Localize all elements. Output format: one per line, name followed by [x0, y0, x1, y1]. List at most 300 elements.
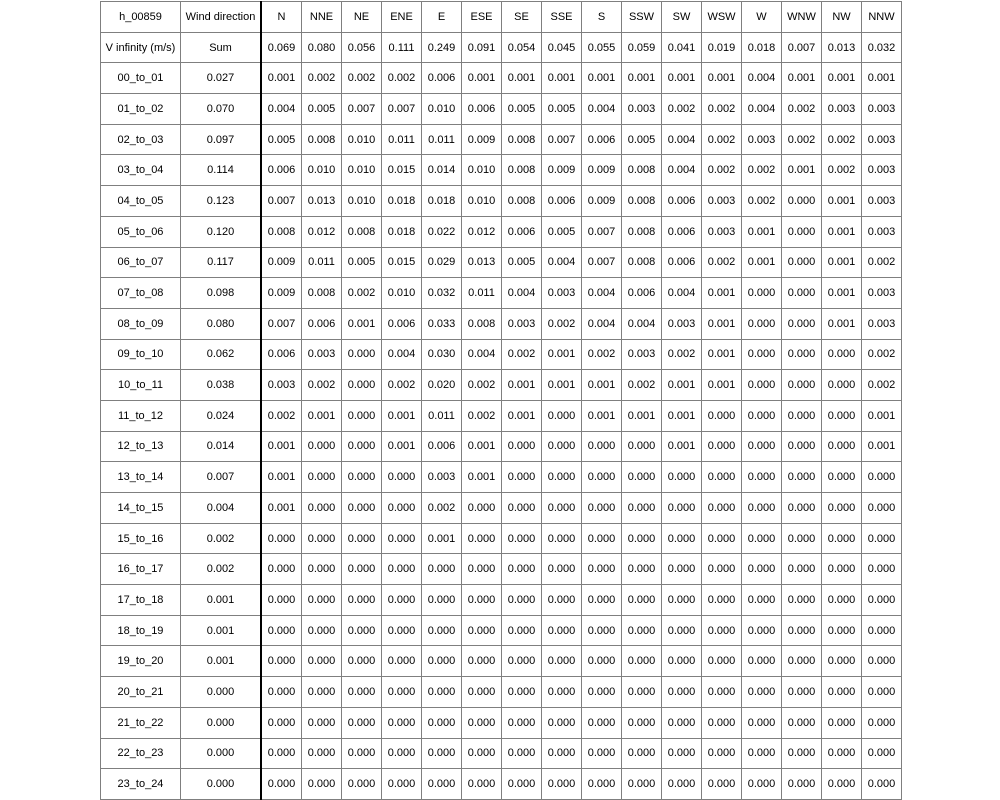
frequency-cell-n: 0.001	[261, 63, 302, 94]
frequency-cell-ese: 0.006	[462, 94, 502, 125]
frequency-cell-s: 0.001	[582, 370, 622, 401]
frequency-cell-sse: 0.000	[542, 523, 582, 554]
frequency-cell-ese: 0.001	[462, 431, 502, 462]
frequency-cell-wnw: 0.001	[782, 63, 822, 94]
frequency-cell-nw: 0.000	[822, 677, 862, 708]
frequency-cell-w: 0.000	[742, 493, 782, 524]
frequency-cell-s: 0.007	[582, 216, 622, 247]
frequency-cell-se: 0.000	[502, 493, 542, 524]
frequency-cell-ssw: 0.000	[622, 615, 662, 646]
frequency-cell-nne: 0.011	[302, 247, 342, 278]
frequency-cell-nnw: 0.001	[862, 400, 902, 431]
direction-total-sse: 0.045	[542, 32, 582, 63]
frequency-cell-ese: 0.000	[462, 677, 502, 708]
table-row	[101, 677, 902, 708]
frequency-cell-ssw: 0.002	[622, 370, 662, 401]
frequency-cell-wsw: 0.001	[702, 278, 742, 309]
frequency-cell-ese: 0.001	[462, 462, 502, 493]
frequency-cell-ene: 0.004	[382, 339, 422, 370]
frequency-cell-wnw: 0.002	[782, 124, 822, 155]
frequency-cell-ese: 0.002	[462, 400, 502, 431]
frequency-cell-se: 0.000	[502, 554, 542, 585]
frequency-cell-ne: 0.000	[342, 462, 382, 493]
frequency-cell-sse: 0.000	[542, 646, 582, 677]
frequency-cell-nw: 0.000	[822, 615, 862, 646]
frequency-cell-nw: 0.000	[822, 585, 862, 616]
frequency-cell-ssw: 0.008	[622, 247, 662, 278]
frequency-cell-ssw: 0.000	[622, 646, 662, 677]
frequency-cell-se: 0.001	[502, 63, 542, 94]
frequency-cell-ese: 0.000	[462, 585, 502, 616]
frequency-cell-se: 0.008	[502, 124, 542, 155]
frequency-cell-se: 0.000	[502, 462, 542, 493]
frequency-cell-nnw: 0.000	[862, 523, 902, 554]
row-sum-cell: 0.114	[181, 155, 262, 186]
frequency-cell-ssw: 0.008	[622, 155, 662, 186]
frequency-cell-wsw: 0.003	[702, 186, 742, 217]
frequency-cell-e: 0.000	[422, 554, 462, 585]
frequency-cell-wsw: 0.000	[702, 738, 742, 769]
row-sum-cell: 0.024	[181, 400, 262, 431]
frequency-cell-n: 0.007	[261, 308, 302, 339]
frequency-cell-ssw: 0.000	[622, 769, 662, 800]
frequency-cell-nw: 0.000	[822, 769, 862, 800]
frequency-cell-e: 0.000	[422, 769, 462, 800]
direction-total-n: 0.069	[261, 32, 302, 63]
frequency-cell-nw: 0.000	[822, 370, 862, 401]
frequency-cell-nw: 0.000	[822, 738, 862, 769]
frequency-cell-ene: 0.000	[382, 707, 422, 738]
frequency-cell-wnw: 0.000	[782, 278, 822, 309]
direction-label-se: SE	[502, 2, 542, 33]
frequency-cell-nnw: 0.000	[862, 615, 902, 646]
frequency-cell-wnw: 0.002	[782, 94, 822, 125]
frequency-cell-nne: 0.008	[302, 278, 342, 309]
direction-header-cell: Wind direction	[181, 2, 262, 33]
frequency-cell-sse: 0.001	[542, 370, 582, 401]
frequency-cell-nne: 0.010	[302, 155, 342, 186]
row-sum-cell: 0.000	[181, 707, 262, 738]
frequency-cell-sse: 0.000	[542, 554, 582, 585]
frequency-cell-sse: 0.000	[542, 677, 582, 708]
row-sum-cell: 0.007	[181, 462, 262, 493]
frequency-cell-s: 0.006	[582, 124, 622, 155]
frequency-cell-ene: 0.000	[382, 493, 422, 524]
frequency-cell-ene: 0.000	[382, 585, 422, 616]
frequency-cell-e: 0.000	[422, 677, 462, 708]
frequency-cell-sse: 0.000	[542, 431, 582, 462]
table-row	[101, 308, 902, 339]
frequency-cell-sw: 0.002	[662, 339, 702, 370]
frequency-cell-nw: 0.000	[822, 523, 862, 554]
frequency-cell-wnw: 0.001	[782, 155, 822, 186]
speed-bin-cell: 00_to_01	[101, 63, 181, 94]
frequency-cell-w: 0.000	[742, 400, 782, 431]
frequency-cell-ne: 0.000	[342, 493, 382, 524]
frequency-cell-wsw: 0.000	[702, 400, 742, 431]
frequency-cell-n: 0.007	[261, 186, 302, 217]
row-sum-cell: 0.002	[181, 554, 262, 585]
frequency-cell-wnw: 0.000	[782, 493, 822, 524]
frequency-cell-nnw: 0.003	[862, 124, 902, 155]
frequency-cell-w: 0.000	[742, 370, 782, 401]
frequency-cell-sse: 0.000	[542, 493, 582, 524]
frequency-cell-e: 0.006	[422, 63, 462, 94]
frequency-cell-nw: 0.001	[822, 308, 862, 339]
frequency-cell-ese: 0.010	[462, 155, 502, 186]
table-row	[101, 585, 902, 616]
frequency-cell-ssw: 0.006	[622, 278, 662, 309]
frequency-cell-ese: 0.000	[462, 646, 502, 677]
frequency-cell-wnw: 0.000	[782, 400, 822, 431]
frequency-cell-ne: 0.000	[342, 554, 382, 585]
speed-bin-cell: 07_to_08	[101, 278, 181, 309]
frequency-cell-ese: 0.000	[462, 769, 502, 800]
frequency-cell-sse: 0.000	[542, 400, 582, 431]
frequency-cell-w: 0.003	[742, 124, 782, 155]
frequency-cell-nne: 0.000	[302, 615, 342, 646]
row-sum-cell: 0.070	[181, 94, 262, 125]
frequency-cell-n: 0.004	[261, 94, 302, 125]
frequency-cell-nne: 0.012	[302, 216, 342, 247]
direction-total-sw: 0.041	[662, 32, 702, 63]
row-sum-cell: 0.038	[181, 370, 262, 401]
frequency-cell-se: 0.006	[502, 216, 542, 247]
frequency-cell-sw: 0.000	[662, 646, 702, 677]
table-row	[101, 431, 902, 462]
frequency-cell-nw: 0.000	[822, 431, 862, 462]
frequency-cell-wnw: 0.000	[782, 431, 822, 462]
frequency-cell-nne: 0.000	[302, 585, 342, 616]
frequency-cell-w: 0.000	[742, 308, 782, 339]
frequency-cell-wnw: 0.000	[782, 738, 822, 769]
row-sum-cell: 0.001	[181, 615, 262, 646]
frequency-cell-wsw: 0.001	[702, 370, 742, 401]
direction-label-wsw: WSW	[702, 2, 742, 33]
frequency-cell-w: 0.000	[742, 462, 782, 493]
direction-total-ene: 0.111	[382, 32, 422, 63]
frequency-cell-n: 0.000	[261, 585, 302, 616]
direction-total-w: 0.018	[742, 32, 782, 63]
speed-bin-cell: 18_to_19	[101, 615, 181, 646]
frequency-cell-se: 0.000	[502, 523, 542, 554]
frequency-cell-sse: 0.002	[542, 308, 582, 339]
frequency-cell-ese: 0.000	[462, 707, 502, 738]
speed-bin-cell: 09_to_10	[101, 339, 181, 370]
frequency-cell-ssw: 0.000	[622, 554, 662, 585]
frequency-cell-wsw: 0.000	[702, 707, 742, 738]
speed-bin-cell: 17_to_18	[101, 585, 181, 616]
direction-total-wsw: 0.019	[702, 32, 742, 63]
frequency-cell-e: 0.002	[422, 493, 462, 524]
direction-total-e: 0.249	[422, 32, 462, 63]
row-sum-cell: 0.000	[181, 677, 262, 708]
frequency-cell-ssw: 0.000	[622, 707, 662, 738]
frequency-cell-sw: 0.000	[662, 462, 702, 493]
frequency-cell-ene: 0.015	[382, 247, 422, 278]
frequency-cell-sw: 0.001	[662, 63, 702, 94]
frequency-cell-e: 0.018	[422, 186, 462, 217]
direction-label-wnw: WNW	[782, 2, 822, 33]
table-row	[101, 554, 902, 585]
frequency-cell-ne: 0.002	[342, 278, 382, 309]
frequency-cell-nnw: 0.003	[862, 94, 902, 125]
speed-bin-cell: 22_to_23	[101, 738, 181, 769]
table-row	[101, 707, 902, 738]
frequency-cell-w: 0.000	[742, 339, 782, 370]
direction-total-s: 0.055	[582, 32, 622, 63]
frequency-cell-nne: 0.001	[302, 400, 342, 431]
frequency-cell-w: 0.000	[742, 523, 782, 554]
frequency-cell-ene: 0.010	[382, 278, 422, 309]
frequency-cell-ne: 0.001	[342, 308, 382, 339]
row-sum-cell: 0.001	[181, 646, 262, 677]
frequency-cell-n: 0.000	[261, 677, 302, 708]
frequency-cell-ene: 0.011	[382, 124, 422, 155]
frequency-cell-e: 0.000	[422, 707, 462, 738]
frequency-cell-ene: 0.007	[382, 94, 422, 125]
frequency-cell-ssw: 0.000	[622, 462, 662, 493]
speed-bin-cell: 10_to_11	[101, 370, 181, 401]
frequency-cell-ese: 0.008	[462, 308, 502, 339]
frequency-cell-s: 0.000	[582, 738, 622, 769]
row-sum-cell: 0.014	[181, 431, 262, 462]
speed-bin-cell: 14_to_15	[101, 493, 181, 524]
frequency-cell-w: 0.000	[742, 769, 782, 800]
frequency-cell-ene: 0.000	[382, 738, 422, 769]
frequency-cell-s: 0.000	[582, 554, 622, 585]
frequency-cell-nne: 0.000	[302, 431, 342, 462]
frequency-cell-n: 0.000	[261, 646, 302, 677]
direction-label-ese: ESE	[462, 2, 502, 33]
frequency-cell-ssw: 0.001	[622, 400, 662, 431]
direction-total-ese: 0.091	[462, 32, 502, 63]
frequency-cell-nnw: 0.002	[862, 247, 902, 278]
frequency-cell-wsw: 0.001	[702, 339, 742, 370]
frequency-cell-ne: 0.000	[342, 646, 382, 677]
frequency-cell-wnw: 0.000	[782, 523, 822, 554]
frequency-cell-nw: 0.001	[822, 247, 862, 278]
frequency-cell-wsw: 0.000	[702, 554, 742, 585]
frequency-cell-wnw: 0.000	[782, 769, 822, 800]
frequency-cell-nne: 0.002	[302, 370, 342, 401]
frequency-cell-wsw: 0.000	[702, 462, 742, 493]
frequency-cell-sse: 0.006	[542, 186, 582, 217]
frequency-cell-wsw: 0.001	[702, 308, 742, 339]
frequency-cell-s: 0.004	[582, 94, 622, 125]
frequency-cell-wsw: 0.002	[702, 247, 742, 278]
row-sum-cell: 0.002	[181, 523, 262, 554]
frequency-cell-w: 0.004	[742, 63, 782, 94]
frequency-cell-nw: 0.001	[822, 216, 862, 247]
row-sum-cell: 0.080	[181, 308, 262, 339]
frequency-cell-ese: 0.012	[462, 216, 502, 247]
frequency-cell-ne: 0.000	[342, 400, 382, 431]
frequency-cell-ene: 0.000	[382, 523, 422, 554]
row-sum-cell: 0.027	[181, 63, 262, 94]
row-sum-cell: 0.062	[181, 339, 262, 370]
frequency-cell-ese: 0.000	[462, 493, 502, 524]
frequency-cell-ssw: 0.004	[622, 308, 662, 339]
frequency-cell-nw: 0.000	[822, 707, 862, 738]
frequency-cell-se: 0.000	[502, 769, 542, 800]
row-sum-cell: 0.120	[181, 216, 262, 247]
frequency-cell-se: 0.002	[502, 339, 542, 370]
frequency-cell-e: 0.014	[422, 155, 462, 186]
frequency-cell-s: 0.002	[582, 339, 622, 370]
frequency-cell-nne: 0.000	[302, 677, 342, 708]
frequency-cell-n: 0.008	[261, 216, 302, 247]
frequency-cell-s: 0.000	[582, 646, 622, 677]
frequency-cell-sw: 0.003	[662, 308, 702, 339]
speed-bin-cell: 15_to_16	[101, 523, 181, 554]
frequency-cell-wsw: 0.000	[702, 769, 742, 800]
frequency-cell-s: 0.000	[582, 585, 622, 616]
direction-label-nw: NW	[822, 2, 862, 33]
frequency-cell-ene: 0.002	[382, 370, 422, 401]
frequency-cell-se: 0.000	[502, 585, 542, 616]
frequency-cell-ne: 0.008	[342, 216, 382, 247]
frequency-cell-ne: 0.000	[342, 677, 382, 708]
table-row	[101, 493, 902, 524]
frequency-cell-sw: 0.000	[662, 493, 702, 524]
frequency-cell-w: 0.002	[742, 155, 782, 186]
row-sum-cell: 0.004	[181, 493, 262, 524]
speed-bin-cell: 11_to_12	[101, 400, 181, 431]
frequency-cell-ne: 0.010	[342, 186, 382, 217]
frequency-cell-nne: 0.006	[302, 308, 342, 339]
speed-header-cell: V infinity (m/s)	[101, 32, 181, 63]
row-sum-cell: 0.123	[181, 186, 262, 217]
frequency-cell-sw: 0.000	[662, 615, 702, 646]
frequency-cell-sse: 0.009	[542, 155, 582, 186]
frequency-cell-nnw: 0.003	[862, 186, 902, 217]
frequency-cell-e: 0.000	[422, 615, 462, 646]
frequency-cell-ene: 0.000	[382, 615, 422, 646]
frequency-cell-nne: 0.005	[302, 94, 342, 125]
frequency-cell-nw: 0.000	[822, 493, 862, 524]
frequency-cell-ne: 0.000	[342, 615, 382, 646]
frequency-cell-nw: 0.001	[822, 186, 862, 217]
frequency-cell-nnw: 0.000	[862, 493, 902, 524]
frequency-cell-nw: 0.000	[822, 462, 862, 493]
table-row	[101, 769, 902, 800]
direction-label-e: E	[422, 2, 462, 33]
frequency-cell-nw: 0.003	[822, 94, 862, 125]
frequency-cell-w: 0.000	[742, 738, 782, 769]
frequency-cell-ene: 0.002	[382, 63, 422, 94]
direction-label-w: W	[742, 2, 782, 33]
frequency-cell-wnw: 0.000	[782, 339, 822, 370]
frequency-cell-n: 0.002	[261, 400, 302, 431]
frequency-cell-e: 0.032	[422, 278, 462, 309]
frequency-cell-nw: 0.001	[822, 278, 862, 309]
frequency-cell-w: 0.000	[742, 646, 782, 677]
frequency-cell-ne: 0.007	[342, 94, 382, 125]
speed-bin-cell: 21_to_22	[101, 707, 181, 738]
frequency-cell-s: 0.000	[582, 462, 622, 493]
frequency-cell-ne: 0.000	[342, 370, 382, 401]
frequency-cell-s: 0.000	[582, 523, 622, 554]
frequency-cell-wnw: 0.000	[782, 370, 822, 401]
frequency-cell-sw: 0.006	[662, 247, 702, 278]
frequency-cell-s: 0.000	[582, 615, 622, 646]
speed-bin-cell: 01_to_02	[101, 94, 181, 125]
frequency-cell-se: 0.008	[502, 155, 542, 186]
frequency-cell-se: 0.000	[502, 738, 542, 769]
frequency-cell-ssw: 0.000	[622, 493, 662, 524]
frequency-cell-e: 0.022	[422, 216, 462, 247]
frequency-cell-s: 0.000	[582, 769, 622, 800]
frequency-cell-se: 0.004	[502, 278, 542, 309]
frequency-cell-nw: 0.000	[822, 339, 862, 370]
frequency-cell-s: 0.004	[582, 278, 622, 309]
table-row	[101, 462, 902, 493]
frequency-cell-wsw: 0.002	[702, 124, 742, 155]
frequency-cell-ssw: 0.000	[622, 523, 662, 554]
frequency-cell-s: 0.001	[582, 63, 622, 94]
direction-label-ne: NE	[342, 2, 382, 33]
table-row	[101, 247, 902, 278]
frequency-cell-ese: 0.011	[462, 278, 502, 309]
frequency-cell-sw: 0.002	[662, 94, 702, 125]
frequency-cell-e: 0.011	[422, 124, 462, 155]
frequency-cell-e: 0.030	[422, 339, 462, 370]
frequency-cell-ssw: 0.005	[622, 124, 662, 155]
frequency-cell-se: 0.000	[502, 431, 542, 462]
frequency-cell-nnw: 0.000	[862, 738, 902, 769]
table-row	[101, 94, 902, 125]
frequency-cell-wsw: 0.001	[702, 63, 742, 94]
frequency-cell-ese: 0.001	[462, 63, 502, 94]
frequency-cell-ne: 0.010	[342, 124, 382, 155]
wind-frequency-table-body	[101, 2, 902, 800]
frequency-cell-w: 0.000	[742, 431, 782, 462]
frequency-cell-ene: 0.018	[382, 186, 422, 217]
frequency-cell-n: 0.009	[261, 278, 302, 309]
frequency-cell-se: 0.005	[502, 94, 542, 125]
frequency-cell-ne: 0.010	[342, 155, 382, 186]
direction-label-sw: SW	[662, 2, 702, 33]
frequency-cell-sw: 0.000	[662, 554, 702, 585]
frequency-cell-wnw: 0.000	[782, 554, 822, 585]
frequency-cell-w: 0.001	[742, 247, 782, 278]
frequency-cell-se: 0.001	[502, 370, 542, 401]
frequency-cell-w: 0.000	[742, 278, 782, 309]
frequency-cell-sw: 0.004	[662, 124, 702, 155]
frequency-cell-sse: 0.004	[542, 247, 582, 278]
speed-bin-cell: 08_to_09	[101, 308, 181, 339]
frequency-cell-nne: 0.008	[302, 124, 342, 155]
speed-bin-cell: 19_to_20	[101, 646, 181, 677]
frequency-cell-nne: 0.013	[302, 186, 342, 217]
frequency-cell-ene: 0.015	[382, 155, 422, 186]
sum-label-cell: Sum	[181, 32, 262, 63]
frequency-cell-se: 0.000	[502, 646, 542, 677]
wind-frequency-table	[100, 1, 902, 800]
frequency-cell-sw: 0.000	[662, 738, 702, 769]
frequency-cell-wnw: 0.000	[782, 308, 822, 339]
frequency-cell-s: 0.000	[582, 677, 622, 708]
frequency-cell-ne: 0.000	[342, 738, 382, 769]
frequency-cell-w: 0.000	[742, 585, 782, 616]
frequency-cell-nw: 0.000	[822, 400, 862, 431]
frequency-cell-ene: 0.006	[382, 308, 422, 339]
frequency-cell-ne: 0.002	[342, 63, 382, 94]
speed-bin-cell: 05_to_06	[101, 216, 181, 247]
frequency-cell-sw: 0.001	[662, 431, 702, 462]
frequency-cell-sw: 0.001	[662, 370, 702, 401]
